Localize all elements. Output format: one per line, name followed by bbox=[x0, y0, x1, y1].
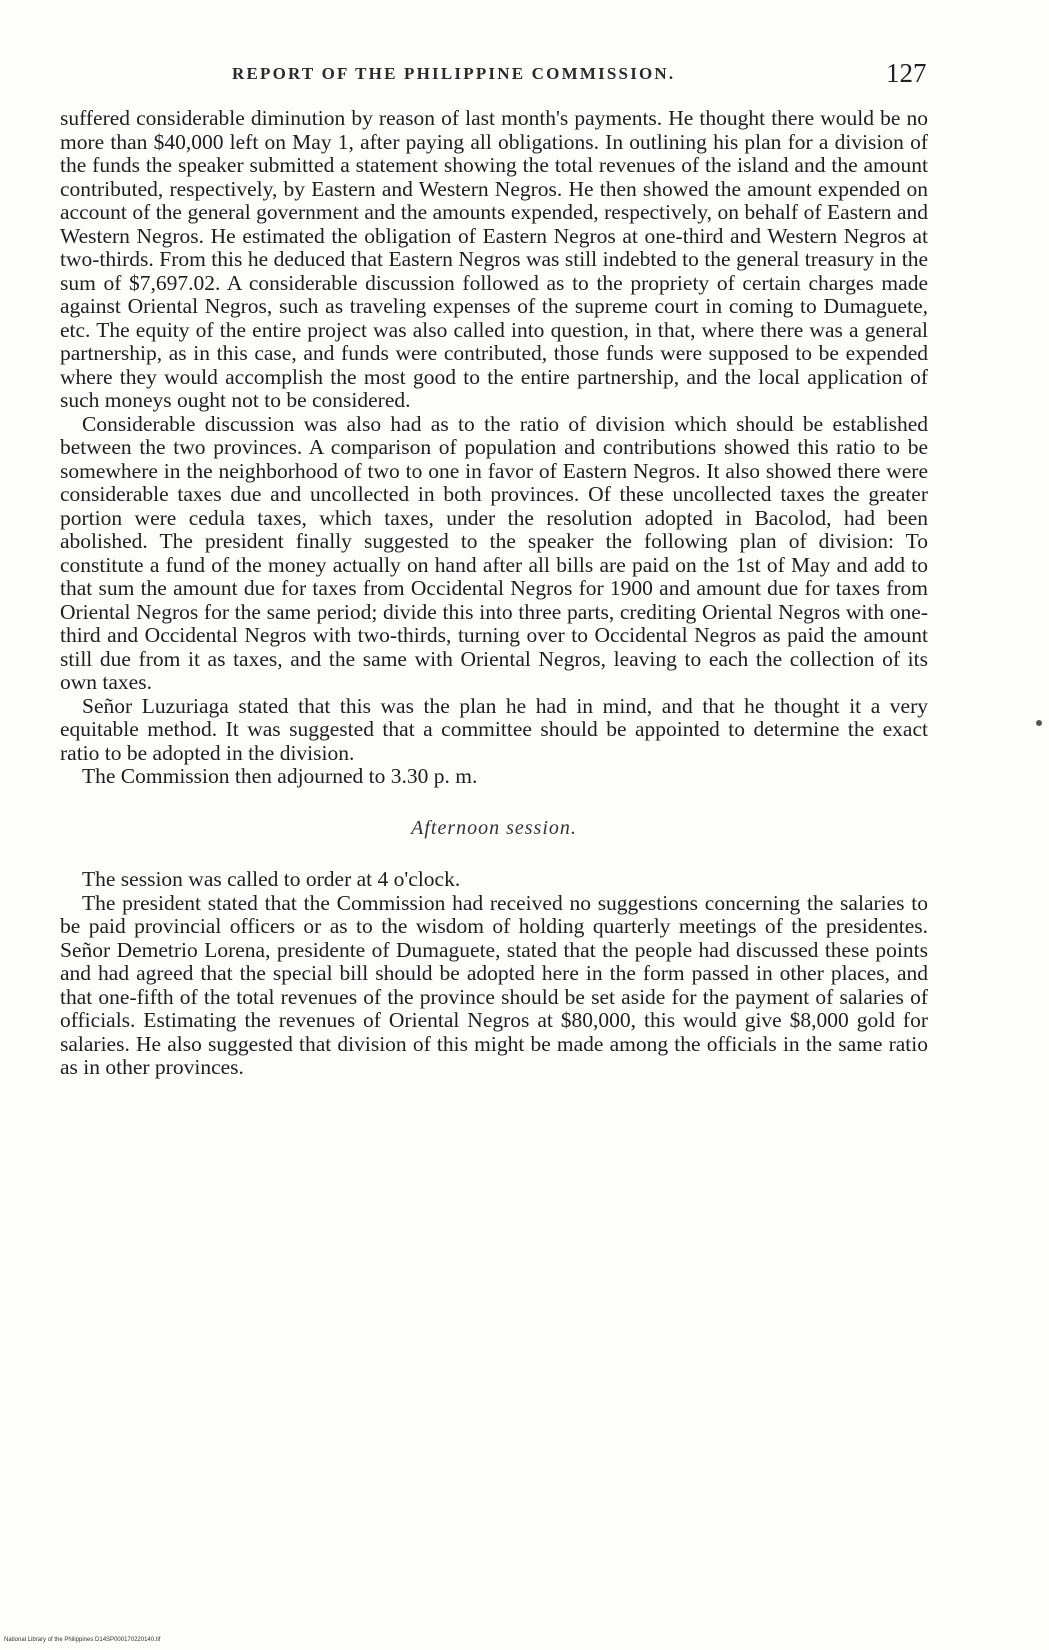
paragraph: The session was called to order at 4 o'clock. bbox=[82, 867, 461, 891]
paragraph: Señor Luzuriaga stated that this was the plan he had in mind, and that he thought it a very equitable method. It was suggested that a committee should be appointed to determine the exact ratio to be adopted in the division. bbox=[60, 693, 928, 765]
paragraph: Considerable discussion was also had as to the ratio of division which should be established between the two provinces. A comparison of population and contributions showed this ratio to be somewhere in the neighborhood of two to one in favor of Eastern Negros. It also showed there were considerable taxes due and uncollected in both provinces. Of these uncollected taxes the greater portion were cedula taxes, which taxes, under the resolution adopted in Bacolod, had been abolished. The president finally suggested to the speaker the following plan of division: To constitute a fund of the money actually on hand after all bills are paid on the 1st of May and add to that sum the amount due for taxes from Occidental Negros for 1900 and amount due for taxes from Oriental Negros for the same period; divide this into three parts, crediting Oriental Negros with one-third and Occidental Negros with two-thirds, turning over to Occidental Negros as paid the amount still due from it as taxes, and the same with Oriental Negros, leaving to each the collection of its own taxes. bbox=[60, 411, 928, 694]
margin-mark bbox=[1036, 720, 1042, 726]
paragraph: The Commission then adjourned to 3.30 p. m. bbox=[82, 764, 478, 788]
scan-footer-stamp: National Library of the Philippines D14SP000170220140.tif bbox=[4, 1637, 161, 1643]
page-number: 127 bbox=[886, 58, 927, 88]
paragraph: suffered considerable diminution by reason of last month's payments. He thought there would be no more than $40,000 left on May 1, after paying all obligations. In outlining his plan for a division of the funds the speaker submitted a statement showing the total revenues of the island and the amount contributed, respectively, by Eastern and Western Negros. He then showed the amount expended on account of the general government and the amounts expended, respectively, on behalf of Eastern and Western Negros. He estimated the obligation of Eastern Negros at one-third and Western Negros at two-thirds. From this he deduced that Eastern Negros was still indebted to the general treasury in the sum of $7,697.02. A considerable discussion followed as to the propriety of certain charges made against Oriental Negros, such as traveling expenses of the supreme court in coming to Dumaguete, etc. The equity of the entire project was also called into question, in that, where there was a general partnership, as in this case, and funds were contributed, those funds were supposed to be expended where they would accomplish the most good to the entire partnership, and the local application of such moneys ought not to be considered. bbox=[60, 106, 928, 412]
body-text bbox=[60, 107, 928, 1080]
running-head: REPORT OF THE PHILIPPINE COMMISSION. bbox=[232, 64, 676, 83]
paragraph: The president stated that the Commission had received no suggestions concerning the salaries to be paid provincial officers or as to the wisdom of holding quarterly meetings of the presidentes. Señor Demetrio Lorena, presidente of Dumaguete, stated that the people had discussed these points and had agreed that the special bill should be adopted here in the form passed in other places, and that one-fifth of the total revenues of the province should be set aside for the payment of salaries of officials. Estimating the revenues of Oriental Negros at $80,000, this would give $8,000 gold for salaries. He also suggested that division of this might be made among the officials in the same ratio as in other provinces. bbox=[60, 890, 928, 1079]
session-heading: Afternoon session. bbox=[411, 816, 577, 839]
